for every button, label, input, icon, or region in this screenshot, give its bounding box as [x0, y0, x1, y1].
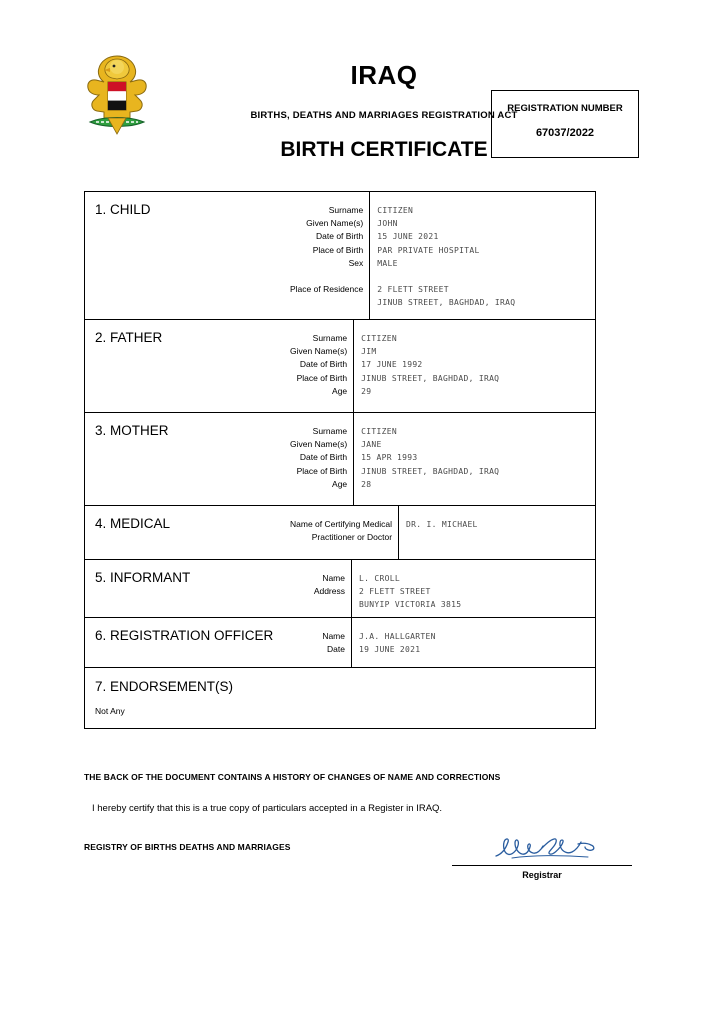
label-date-of-birth: Date of Birth: [316, 231, 364, 242]
label-date-of-birth: Date of Birth: [299, 359, 348, 370]
certify-statement: I hereby certify that this is a true copy of particulars accepted in a Register in IRAQ.: [92, 803, 443, 814]
document-footer: [84, 772, 640, 880]
value-mother-date-of-birth: 15 APR 1993: [361, 453, 418, 463]
signature-line: [452, 865, 632, 866]
value-child-residence-line1: 2 FLETT STREET: [377, 285, 449, 295]
label-medical-line1: Name of Certifying Medical: [290, 519, 393, 529]
section-mother-values: [353, 413, 597, 505]
label-surname: Surname: [312, 333, 348, 343]
label-place-of-birth: Place of Birth: [312, 244, 364, 255]
section-endorsements-text: Not Any: [95, 706, 125, 716]
value-medical-practitioner: DR. I. MICHAEL: [406, 520, 478, 529]
section-child: [85, 192, 595, 320]
label-spacer: [290, 270, 363, 283]
value-child-given-names: JOHN: [377, 219, 398, 229]
value-mother-given-names: JANE: [361, 440, 382, 450]
section-father-labels: [290, 320, 353, 412]
section-father-title-col: [85, 320, 290, 412]
section-informant: [85, 560, 595, 618]
country-title: IRAQ: [350, 60, 418, 90]
value-officer-name: J.A. HALLGARTEN: [359, 632, 436, 641]
section-informant-labels: [290, 560, 351, 617]
section-father-values: [353, 320, 597, 412]
section-mother-title-col: [85, 413, 290, 505]
section-medical-title: 4. MEDICAL: [95, 516, 171, 531]
value-child-sex: MALE: [377, 258, 398, 268]
registration-number-box: [491, 90, 639, 158]
label-medical-line2: Practitioner or Doctor: [311, 532, 393, 543]
section-officer-values: [351, 618, 595, 667]
label-place-of-residence: Place of Residence: [290, 284, 364, 295]
section-father-title: 2. FATHER: [95, 330, 163, 345]
value-informant-address-line2: BUNYIP VICTORIA 3815: [359, 600, 462, 610]
section-officer-title: 6. REGISTRATION OFFICER: [95, 628, 274, 643]
registration-number-label: REGISTRATION NUMBER: [507, 103, 623, 114]
section-father: [85, 320, 595, 413]
value-child-date-of-birth: 15 JUNE 2021: [377, 232, 439, 242]
value-informant-name: L. CROLL: [359, 574, 400, 583]
value-officer-date: 19 JUNE 2021: [359, 645, 421, 655]
back-of-document-note: THE BACK OF THE DOCUMENT CONTAINS A HISTORY OF CHANGES OF NAME AND CORRECTIONS: [84, 772, 501, 782]
value-spacer: [377, 270, 607, 283]
label-age: Age: [332, 478, 348, 489]
label-date: Date: [327, 644, 345, 655]
section-child-title: 1. CHILD: [95, 202, 151, 217]
label-surname: Surname: [312, 426, 348, 436]
value-child-surname: CITIZEN: [377, 206, 414, 215]
value-father-place-of-birth: JINUB STREET, BAGHDAD, IRAQ: [361, 373, 500, 383]
label-place-of-birth: Place of Birth: [296, 372, 348, 383]
value-father-given-names: JIM: [361, 347, 377, 357]
section-medical-values: [398, 506, 642, 559]
section-child-labels: [290, 192, 369, 319]
section-endorsements: [85, 668, 595, 728]
section-informant-title-col: [85, 560, 290, 617]
label-given-names: Given Name(s): [290, 346, 348, 357]
value-father-date-of-birth: 17 JUNE 1992: [361, 360, 423, 370]
value-mother-surname: CITIZEN: [361, 427, 397, 436]
section-registration-officer: [85, 618, 595, 668]
section-mother-labels: [290, 413, 353, 505]
label-surname: Surname: [328, 205, 364, 215]
label-name: Name: [322, 631, 345, 641]
section-officer-labels: [290, 618, 351, 667]
label-place-of-birth: Place of Birth: [296, 465, 348, 476]
value-child-residence-line2: JINUB STREET, BAGHDAD, IRAQ: [377, 298, 516, 308]
document-title: BIRTH CERTIFICATE: [280, 138, 488, 161]
value-mother-place-of-birth: JINUB STREET, BAGHDAD, IRAQ: [361, 466, 500, 476]
value-child-place-of-birth: PAR PRIVATE HOSPITAL: [377, 245, 480, 255]
section-endorsements-title: 7. ENDORSEMENT(S): [95, 679, 234, 694]
label-date-of-birth: Date of Birth: [299, 452, 348, 463]
label-given-names: Given Name(s): [306, 218, 364, 229]
iraq-coat-of-arms-icon: [84, 52, 150, 142]
section-child-title-col: [85, 192, 290, 319]
section-officer-title-col: [85, 618, 290, 667]
section-child-values: [369, 192, 613, 319]
registrar-caption: Registrar: [522, 870, 562, 880]
section-informant-values: [351, 560, 595, 617]
certificate-table: [84, 191, 596, 729]
label-name: Name: [322, 573, 345, 583]
value-informant-address-line1: 2 FLETT STREET: [359, 587, 431, 597]
value-mother-age: 28: [361, 479, 372, 489]
registration-number-value: 67037/2022: [535, 127, 595, 139]
section-medical: [85, 506, 595, 560]
value-father-age: 29: [361, 386, 372, 396]
registry-line: REGISTRY OF BIRTHS DEATHS AND MARRIAGES: [84, 842, 291, 852]
value-father-surname: CITIZEN: [361, 334, 397, 343]
label-age: Age: [332, 385, 348, 396]
section-informant-title: 5. INFORMANT: [95, 570, 191, 585]
section-medical-title-col: [85, 506, 290, 559]
registrar-signature-icon: [492, 834, 602, 862]
label-given-names: Given Name(s): [290, 439, 348, 450]
act-subtitle: BIRTHS, DEATHS AND MARRIAGES REGISTRATION ACT: [250, 110, 518, 121]
document-header: [84, 44, 640, 184]
section-mother: [85, 413, 595, 506]
label-sex: Sex: [348, 257, 364, 268]
section-mother-title: 3. MOTHER: [95, 423, 169, 438]
section-medical-labels: [290, 506, 398, 559]
label-address: Address: [313, 586, 345, 597]
